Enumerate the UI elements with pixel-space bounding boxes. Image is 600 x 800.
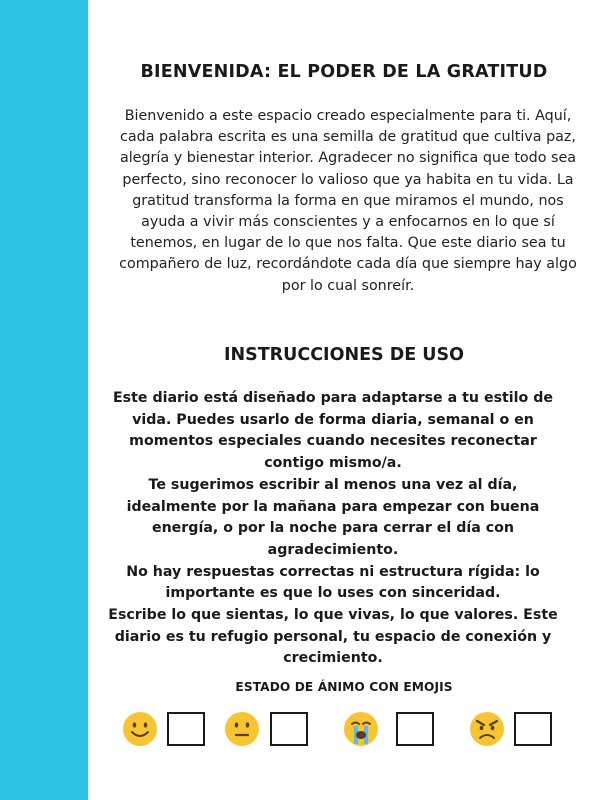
mood-checkbox-happy[interactable] — [167, 712, 205, 746]
welcome-paragraph: Bienvenido a este espacio creado especialmente para ti. Aquí, cada palabra escrita es una semilla de gratitud que cultiva paz, alegría y bienestar interior. Agradecer no significa que todo sea perfecto, sino reconocer lo valioso que ya habita en tu vida. La gratitud transforma la forma en que miramos el mundo, nos ayuda a vivir más conscientes y a enfocarnos en lo que sí tenemos, en lugar de lo que nos falta. Que este diario sea tu compañero de luz, recordándote cada día que siempre hay algo por lo cual sonreír. — [119, 108, 577, 294]
crying-face-icon — [343, 711, 379, 747]
instructions-title: INSTRUCCIONES DE USO — [223, 345, 465, 365]
mood-checkbox-sad[interactable] — [396, 712, 434, 746]
mood-checkbox-angry[interactable] — [514, 712, 552, 746]
instructions-paragraph: Este diario está diseñado para adaptarse a tu estilo de vida. Puedes usarlo de forma diaria, semanal o en momentos especiales cuando necesites reconectar contigo mismo/a. — [112, 390, 553, 472]
page-content — [88, 0, 600, 800]
instructions-paragraph: No hay respuestas correctas ni estructura rígida: lo importante es que lo uses con sinceridad. — [126, 563, 540, 602]
sidebar-accent — [0, 0, 88, 800]
mood-checkbox-neutral[interactable] — [270, 712, 308, 746]
mood-title: ESTADO DE ÁNIMO CON EMOJIS — [235, 680, 453, 694]
mood-tracker — [88, 710, 600, 750]
instructions-paragraph: Escribe lo que sientas, lo que vivas, lo que valores. Este diario es tu refugio personal, tu espacio de conexión y crecimiento. — [108, 607, 558, 667]
neutral-face-icon — [224, 711, 260, 747]
welcome-title: BIENVENIDA: EL PODER DE LA GRATITUD — [140, 62, 548, 82]
angry-face-icon — [469, 711, 505, 747]
instructions-body — [102, 388, 564, 670]
smiling-face-icon — [122, 711, 158, 747]
instructions-paragraph: Te sugerimos escribir al menos una vez al día, idealmente por la mañana para empezar con buena energía, o por la noche para cerrar el día con agradecimiento. — [126, 476, 540, 558]
